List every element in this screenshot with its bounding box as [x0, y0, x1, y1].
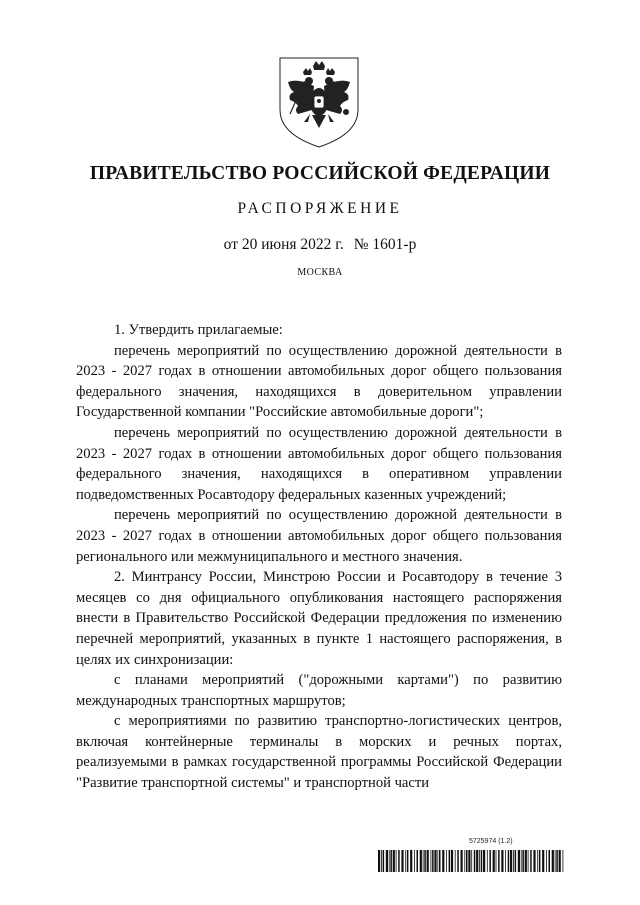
paragraph: перечень мероприятий по осуществлению дорожной деятельности в 2023 - 2027 годах в отношении автомобильных дорог общего пользования федерального значения, находящихся в доверительном управлении Государственной компании "Российские автомобильные дороги";: [76, 342, 562, 421]
issuer-title: ПРАВИТЕЛЬСТВО РОССИЙСКОЙ ФЕДЕРАЦИИ: [89, 163, 551, 184]
barcode-icon: [378, 850, 566, 872]
document-type: РАСПОРЯЖЕНИЕ: [237, 200, 403, 217]
paragraph: перечень мероприятий по осуществлению дорожной деятельности в 2023 - 2027 годах в отношении автомобильных дорог общего пользования федерального значения, находящихся в оперативном управлении подведомственных Росавтодору федеральных казенных учреждений;: [76, 424, 562, 503]
document-number: № 1601-р: [353, 236, 417, 253]
paragraph: с мероприятиями по развитию транспортно-логистических центров, включая контейнерные терминалы в морских и речных портах, реализуемыми в рамках государственной программы Российской Федерации "Развитие транспортной системы" и транспортной части: [76, 713, 562, 792]
paragraph: 1. Утвердить прилагаемые:: [114, 322, 283, 338]
coat-of-arms-emblem-icon: [276, 52, 362, 150]
paragraph: перечень мероприятий по осуществлению дорожной деятельности в 2023 - 2027 годах в отношении автомобильных дорог общего пользования регионального или межмуниципального и местного значения.: [76, 507, 562, 565]
document-date: от 20 июня 2022 г.: [223, 236, 344, 253]
document-code: 5725974 (1.2): [469, 838, 513, 845]
document-body: [76, 320, 562, 794]
city-name: МОСКВА: [297, 267, 343, 278]
date-number-line: [0, 236, 640, 254]
paragraph: 2. Минтрансу России, Минстрою России и Росавтодору в течение 3 месяцев со дня официального опубликования настоящего распоряжения внести в Правительство Российской Федерации предложения по изменению перечней мероприятий, указанных в пункте 1 настоящего распоряжения, в целях их синхронизации:: [76, 569, 562, 668]
paragraph: с планами мероприятий ("дорожными картами") по развитию международных транспортных маршрутов;: [76, 672, 562, 709]
